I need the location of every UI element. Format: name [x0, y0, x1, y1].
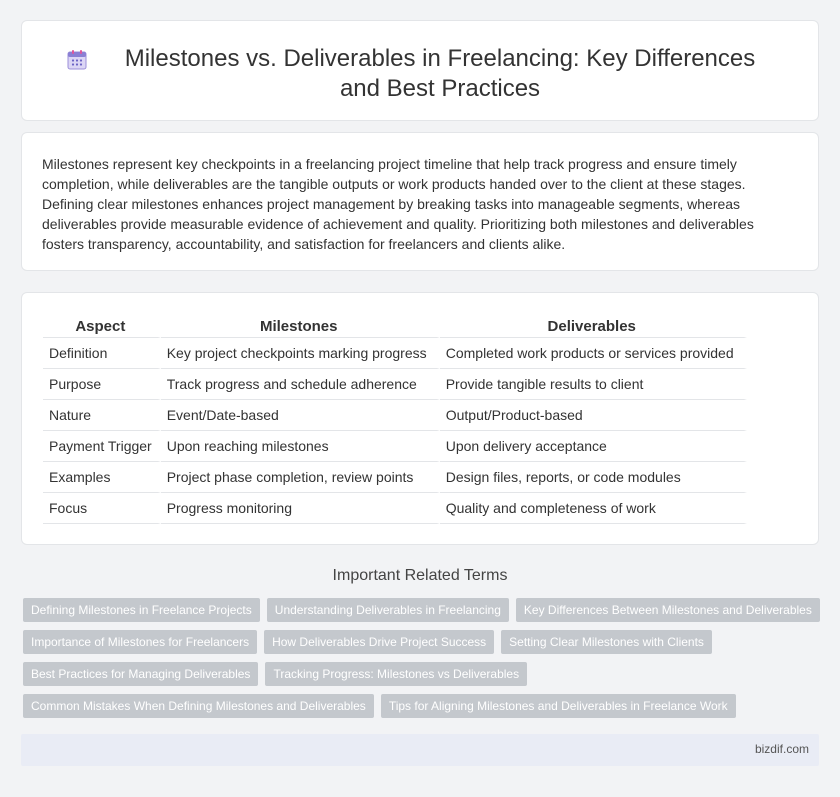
table-cell: Track progress and schedule adherence	[161, 369, 440, 400]
table-cell: Nature	[43, 400, 161, 431]
related-term-tag[interactable]: Setting Clear Milestones with Clients	[501, 630, 712, 654]
footer	[21, 734, 819, 766]
related-term-tag[interactable]: Best Practices for Managing Deliverables	[23, 662, 258, 686]
table-cell: Progress monitoring	[161, 493, 440, 524]
table-cell: Upon reaching milestones	[161, 431, 440, 462]
table-cell: Output/Product-based	[440, 400, 747, 431]
table-cell: Payment Trigger	[43, 431, 161, 462]
page-title-wrap	[22, 44, 818, 104]
column-header-deliverables: Deliverables	[440, 317, 747, 338]
table-cell: Key project checkpoints marking progress	[161, 338, 440, 369]
related-terms-heading: Important Related Terms	[332, 567, 508, 584]
tag-row	[23, 598, 823, 622]
table-row	[43, 493, 747, 524]
comparison-table-card	[21, 292, 819, 545]
related-term-tag[interactable]: Defining Milestones in Freelance Projects	[23, 598, 260, 622]
table-cell: Provide tangible results to client	[440, 369, 747, 400]
table-cell: Event/Date-based	[161, 400, 440, 431]
tag-row	[23, 630, 823, 654]
related-term-tag[interactable]: Importance of Milestones for Freelancers	[23, 630, 257, 654]
table-cell: Focus	[43, 493, 161, 524]
column-header-milestones: Milestones	[161, 317, 440, 338]
related-term-tag[interactable]: Key Differences Between Milestones and Deliverables	[516, 598, 820, 622]
table-cell: Completed work products or services provided	[440, 338, 747, 369]
intro-card	[21, 132, 819, 271]
table-row	[43, 369, 747, 400]
table-cell: Definition	[43, 338, 161, 369]
related-term-tag[interactable]: Tips for Aligning Milestones and Deliverables in Freelance Work	[381, 694, 736, 718]
table-cell: Project phase completion, review points	[161, 462, 440, 493]
table-header-row	[43, 317, 747, 338]
table-cell: Upon delivery acceptance	[440, 431, 747, 462]
table-row	[43, 431, 747, 462]
table-cell: Design files, reports, or code modules	[440, 462, 747, 493]
intro-paragraph: Milestones represent key checkpoints in a freelancing project timeline that help track progress and ensure timely completion, while deliverables are the tangible outputs or work products handed over to the client at these stages. Defining clear milestones enhances project management by breaking tasks into manageable segments, whereas deliverables provide measurable evidence of achievement and quality. Prioritizing both milestones and deliverables fosters transparency, accountability, and satisfaction for freelancers and clients alike.	[42, 156, 754, 252]
tag-row	[23, 694, 823, 718]
table-cell: Quality and completeness of work	[440, 493, 747, 524]
table-row	[43, 462, 747, 493]
table-row	[43, 338, 747, 369]
related-term-tag[interactable]: How Deliverables Drive Project Success	[264, 630, 494, 654]
table-cell: Purpose	[43, 369, 161, 400]
column-header-aspect: Aspect	[43, 317, 161, 338]
footer-site-link[interactable]: bizdif.com	[754, 742, 809, 756]
table-cell: Examples	[43, 462, 161, 493]
comparison-table	[43, 317, 747, 524]
page-title: Milestones vs. Deliverables in Freelancing: Key Differences and Best Practices	[124, 45, 756, 102]
related-term-tag[interactable]: Common Mistakes When Defining Milestones and Deliverables	[23, 694, 374, 718]
tag-row	[23, 662, 823, 686]
table-row	[43, 400, 747, 431]
related-terms-list	[23, 598, 823, 726]
title-card	[21, 20, 819, 121]
related-term-tag[interactable]: Understanding Deliverables in Freelancing	[267, 598, 509, 622]
related-term-tag[interactable]: Tracking Progress: Milestones vs Deliverables	[265, 662, 527, 686]
